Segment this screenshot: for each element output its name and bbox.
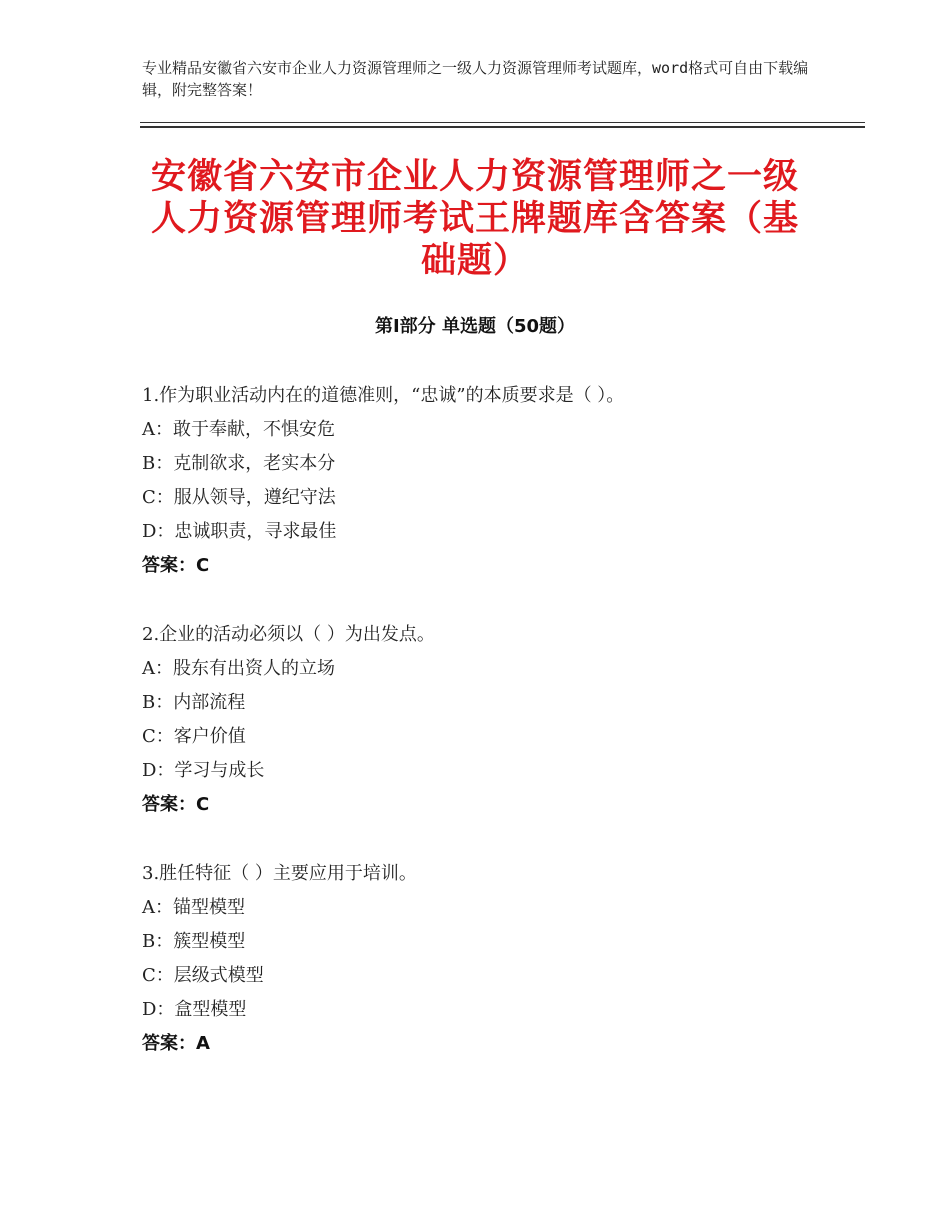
question-3 [142,857,832,1061]
option-b: B：内部流程 [142,692,246,713]
option-d: D：盒型模型 [142,999,247,1020]
option-c: C：层级式模型 [142,965,264,986]
question-stem: 1.作为职业活动内在的道德准则，“忠诚”的本质要求是（ ）。 [142,385,625,406]
option-b: B：簇型模型 [142,931,246,952]
document-title: 安徽省六安市企业人力资源管理师之一级人力资源管理师考试王牌题库含答案（基础题） [150,157,799,281]
option-c: C：服从领导，遵纪守法 [142,487,336,508]
option-a: A：锚型模型 [142,897,245,918]
question-1 [142,379,832,583]
option-a: A：敢于奉献，不惧安危 [142,419,335,440]
question-stem: 2.企业的活动必须以（ ）为出发点。 [142,624,435,645]
option-a: A：股东有出资人的立场 [142,658,335,679]
answer: 答案：C [142,555,210,576]
question-stem: 3.胜任特征（ ）主要应用于培训。 [142,863,417,884]
option-b: B：克制欲求，老实本分 [142,453,336,474]
header-rule-thick [140,126,865,128]
option-c: C：客户价值 [142,726,246,747]
option-d: D：学习与成长 [142,760,265,781]
question-2 [142,618,832,822]
answer: 答案：C [142,794,210,815]
section-heading: 第Ⅰ部分 单选题（50题） [374,316,575,337]
option-d: D：忠诚职责，寻求最佳 [142,521,337,542]
header-rule-thin [140,122,865,123]
answer: 答案：A [142,1033,210,1054]
header-note: 专业精品安徽省六安市企业人力资源管理师之一级人力资源管理师考试题库，word格式可自由下载编辑，附完整答案！ [142,59,809,99]
